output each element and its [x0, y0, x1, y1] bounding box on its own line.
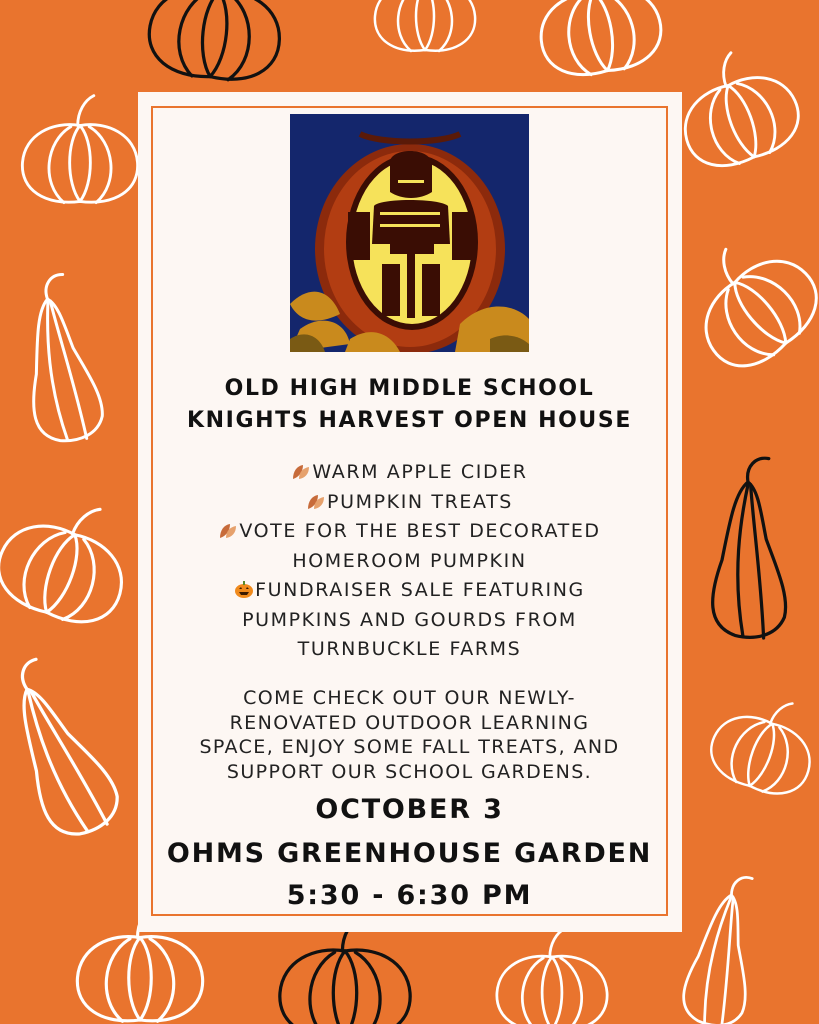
list-item: FUNDRAISER SALE FEATURING: [151, 576, 668, 606]
event-time: 5:30 - 6:30 PM: [286, 880, 533, 911]
list-item: TURNBUCKLE FARMS: [297, 638, 522, 660]
list-item: PUMPKINS AND GOURDS FROM: [242, 608, 577, 631]
description-line: RENOVATED OUTDOOR LEARNING: [229, 711, 590, 734]
description-line: COME CHECK OUT OUR NEWLY-: [243, 687, 576, 709]
list-item: WARM APPLE CIDER: [151, 458, 668, 488]
list-item: HOMEROOM PUMPKIN: [292, 549, 527, 572]
knight-pumpkin-photo: [290, 114, 529, 352]
leaf-icon: [291, 463, 311, 481]
event-location: OHMS GREENHOUSE GARDEN: [166, 838, 653, 869]
leaf-icon: [306, 493, 326, 511]
list-item: PUMPKIN TREATS: [151, 488, 668, 518]
description-line: SUPPORT OUR SCHOOL GARDENS.: [226, 760, 593, 783]
event-date: OCTOBER 3: [315, 794, 504, 825]
description-line: SPACE, ENJOY SOME FALL TREATS, AND: [199, 736, 620, 758]
highlights-list: [151, 458, 668, 665]
event-title-line1: OLD HIGH MIDDLE SCHOOL: [224, 376, 595, 401]
list-item: VOTE FOR THE BEST DECORATED: [151, 517, 668, 547]
event-title-line2: KNIGHTS HARVEST OPEN HOUSE: [187, 408, 632, 433]
jack-o-lantern-icon: [234, 579, 254, 599]
event-description: [146, 686, 673, 784]
leaf-icon: [218, 522, 238, 540]
